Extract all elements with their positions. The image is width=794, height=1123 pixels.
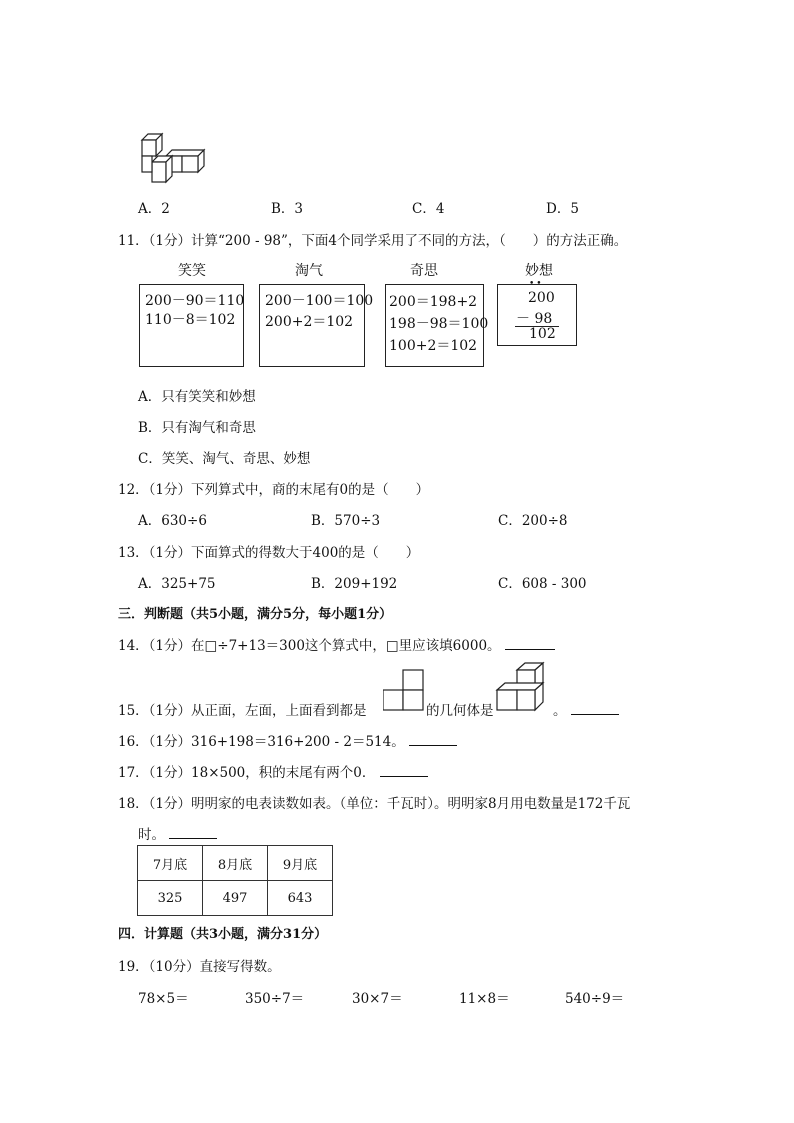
q10-option-a: A．2 xyxy=(138,201,170,217)
q11-option-b: B．只有淘气和奇思 xyxy=(138,420,256,436)
q14 xyxy=(118,634,555,654)
section-4-heading: 四．计算题（共3小题，满分31分） xyxy=(118,927,328,942)
q15-view-figure xyxy=(383,668,427,712)
q17-text: 17．（1分）18×500，积的末尾有两个0． xyxy=(118,765,376,781)
q10-option-d: D．5 xyxy=(546,201,579,217)
method-line: 200+2＝102 xyxy=(265,314,354,330)
method-line: 100+2＝102 xyxy=(389,338,478,354)
method-box-xiaoxiao xyxy=(139,284,244,367)
q11-option-c: C．笑笑、淘气、奇思、妙想 xyxy=(138,451,311,467)
table-row xyxy=(138,846,333,881)
q11-stem: 11．（1分）计算“200 - 98”，下面4个同学采用了不同的方法，（ ）的方法正确。 xyxy=(118,233,628,249)
calc-item: 78×5＝ xyxy=(138,991,189,1007)
calc-item: 11×8＝ xyxy=(459,991,510,1007)
method-line: 102 xyxy=(529,326,556,342)
answer-blank[interactable] xyxy=(409,733,457,746)
method-line: 110－8＝102 xyxy=(145,312,236,328)
q15-solid-figure xyxy=(495,660,553,712)
q18-line2 xyxy=(138,823,217,843)
q10-option-b: B．3 xyxy=(271,201,304,217)
q13-option-c: C．608 - 300 xyxy=(498,576,587,592)
q13-stem: 13．（1分）下面算式的得数大于400的是（ ） xyxy=(118,545,420,561)
q13-option-a: A．325+75 xyxy=(138,576,216,592)
answer-blank[interactable] xyxy=(505,637,555,650)
q12-option-a: A．630÷6 xyxy=(138,513,207,529)
method-box-qisi xyxy=(385,284,489,367)
q16 xyxy=(118,730,457,750)
q18-line2-text: 时。 xyxy=(138,827,165,843)
method-line: 198－98＝100 xyxy=(389,316,489,332)
method-line: 200－90＝110 xyxy=(145,293,245,309)
answer-blank[interactable] xyxy=(571,702,619,715)
student-name-miaoxiang: 妙想 xyxy=(525,263,553,279)
q14-text: 14．（1分）在□÷7+13＝300这个算式中，□里应该填6000。 xyxy=(118,638,501,654)
answer-blank[interactable] xyxy=(169,826,217,839)
table-header-cell: 9月底 xyxy=(268,846,333,881)
q15-part1: 15．（1分）从正面，左面，上面看到都是 xyxy=(118,703,367,719)
section-3-heading: 三．判断题（共5小题，满分5分，每小题1分） xyxy=(118,607,393,622)
q15-end: 。 xyxy=(553,703,567,719)
q18-line1: 18．（1分）明明家的电表读数如表。（单位：千瓦时）。明明家8月用电数量是172千瓦 xyxy=(118,796,631,812)
q10-option-c: C．4 xyxy=(412,201,445,217)
student-name-taoqi: 淘气 xyxy=(295,263,323,279)
method-box-taoqi xyxy=(259,284,374,367)
answer-blank[interactable] xyxy=(380,764,428,777)
method-line: － 98 xyxy=(516,311,553,327)
table-cell: 325 xyxy=(138,881,203,916)
table-header-cell: 7月底 xyxy=(138,846,203,881)
q12-option-b: B．570÷3 xyxy=(311,513,381,529)
student-name-qisi: 奇思 xyxy=(410,263,438,279)
q10-cube-figure xyxy=(138,128,210,188)
meter-reading-table xyxy=(137,845,333,916)
calc-item: 30×7＝ xyxy=(352,991,403,1007)
q16-text: 16．（1分）316+198＝316+200 - 2＝514。 xyxy=(118,734,405,750)
table-cell: 643 xyxy=(268,881,333,916)
calc-item: 350÷7＝ xyxy=(245,991,305,1007)
q17 xyxy=(118,761,428,781)
table-header-cell: 8月底 xyxy=(203,846,268,881)
borrow-dots: •• xyxy=(529,279,544,289)
calc-item: 540÷9＝ xyxy=(565,991,625,1007)
q15-part3 xyxy=(553,699,619,719)
method-box-miaoxiang xyxy=(497,279,577,346)
method-line: 200 xyxy=(528,290,555,306)
method-line: 200＝198+2 xyxy=(389,294,478,310)
method-line: 200－100＝100 xyxy=(265,293,374,309)
table-row xyxy=(138,881,333,916)
q12-stem: 12．（1分）下列算式中，商的末尾有0的是（ ） xyxy=(118,482,430,498)
table-cell: 497 xyxy=(203,881,268,916)
q13-option-b: B．209+192 xyxy=(311,576,398,592)
q12-option-c: C．200÷8 xyxy=(498,513,568,529)
q11-option-a: A．只有笑笑和妙想 xyxy=(138,389,256,405)
q19-stem: 19．（10分）直接写得数。 xyxy=(118,959,281,975)
student-name-xiaoxiao: 笑笑 xyxy=(178,263,206,279)
q15-part2: 的几何体是 xyxy=(426,703,494,719)
